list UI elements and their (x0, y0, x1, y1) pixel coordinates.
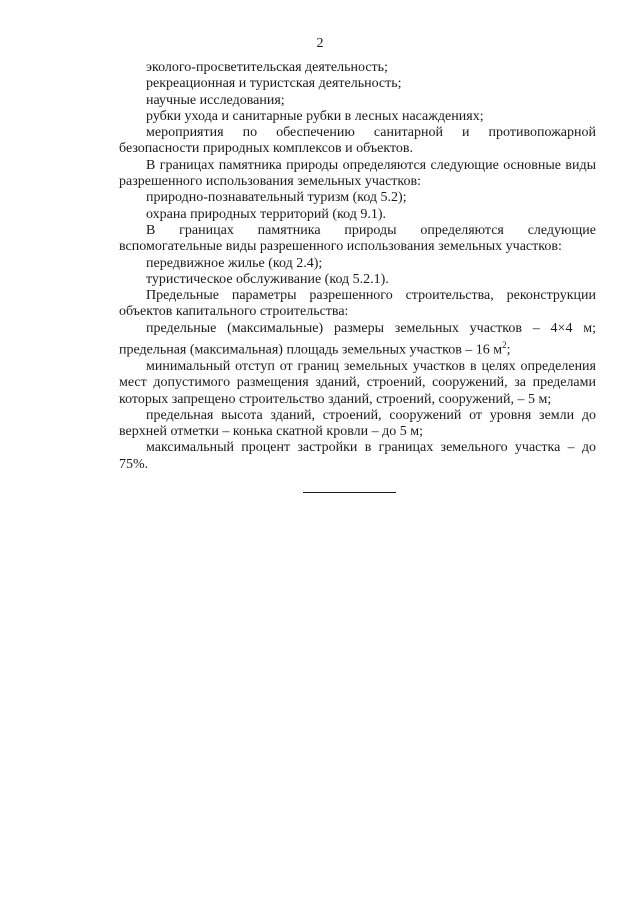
paragraph-mobile-housing: передвижное жилье (код 2.4); (146, 255, 323, 271)
paragraph-protection-code: охрана природных территорий (код 9.1). (146, 206, 387, 222)
end-separator-line (303, 492, 396, 493)
plot-size-text: предельные (максимальные) размеры земельных участков – 4×4 м; предельная (максимальная) площадь земельных участков – 16 м (119, 320, 596, 358)
paragraph-tourist-service: туристическое обслуживание (код 5.2.1). (146, 271, 389, 287)
paragraph-recreation: рекреационная и туристская деятельность; (146, 76, 402, 92)
paragraph-safety: мероприятия по обеспечению санитарной и противопожарной безопасности природных комплексов и объектов. (119, 125, 596, 157)
paragraph-eco-education: эколого-просветительская деятельность; (146, 60, 388, 75)
paragraph-research: научные исследования; (146, 92, 285, 108)
area-superscript: 2 (502, 340, 507, 351)
paragraph-auxiliary-uses: В границах памятника природы определяются следующие вспомогательные виды разрешенного использования земельных участков: (119, 222, 596, 255)
paragraph-tourism-code: природно-познавательный туризм (код 5.2); (146, 190, 407, 206)
document-body (119, 60, 596, 473)
paragraph-logging: рубки ухода и санитарные рубки в лесных насаждениях; (146, 108, 484, 124)
plot-size-end: ; (506, 342, 511, 358)
paragraph-height: предельная высота зданий, строений, сооружений от уровня земли до верхней отметки – конька скатной кровли – до 5 м; (119, 407, 596, 440)
paragraph-coverage: максимальный процент застройки в границах земельного участка – до 75%. (119, 440, 596, 472)
paragraph-plot-size (119, 321, 596, 359)
paragraph-limits-intro: Предельные параметры разрешенного строительства, реконструкции объектов капитального строительства: (119, 288, 596, 320)
paragraph-setback: минимальный отступ от границ земельных участков в целях определения мест допустимого размещения зданий, строений, сооружений, за пределами которых запрещено строительство зданий, строений, сооружений, – 5 м; (119, 359, 596, 407)
paragraph-main-uses: В границах памятника природы определяются следующие основные виды разрешенного использования земельных участков: (119, 157, 596, 190)
page-number: 2 (316, 36, 324, 51)
